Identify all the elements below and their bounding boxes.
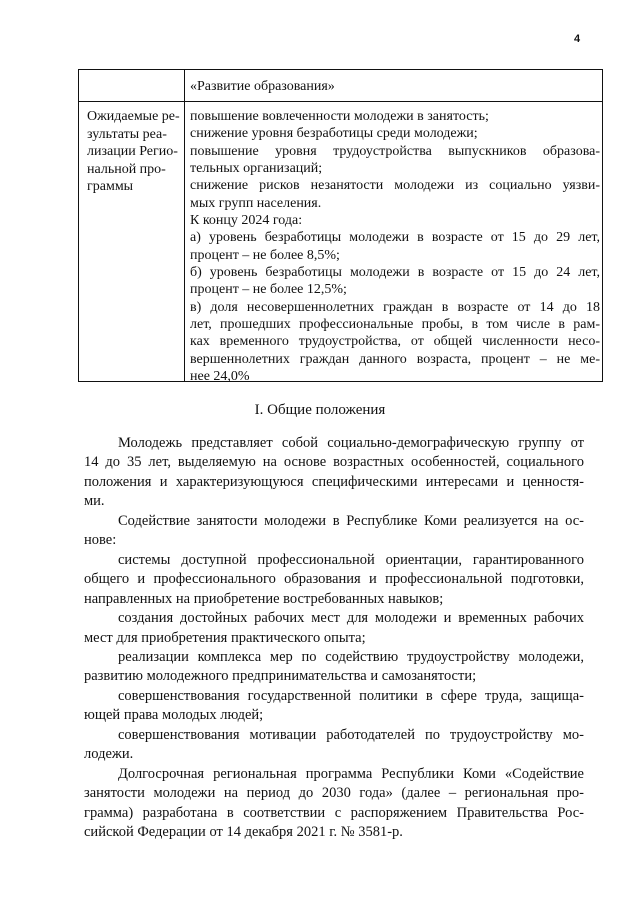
text-line: Ожидаемые ре- [87, 109, 180, 124]
text-line: нове: [84, 532, 117, 549]
text-line: создания достойных рабочих мест для молодежи и временных рабочих [118, 610, 584, 627]
text-line: сийской Федерации от 14 декабря 2021 г. № 3581-р. [84, 824, 403, 841]
text-line: Содействие занятости молодежи в Республике Коми реализуется на ос- [118, 512, 584, 529]
text-line: б) уровень безработицы молодежи в возрасте от 15 до 24 лет, [190, 265, 600, 281]
text-line: снижение уровня безработицы среди молодежи; [190, 126, 478, 142]
text-line: Молодежь представляет собой социально-демографическую группу от [118, 435, 584, 451]
table-cell-expected-results-label [87, 108, 179, 196]
page-number: 4 [574, 33, 581, 45]
text-line: системы доступной профессиональной ориентации, гарантированного [118, 551, 584, 568]
section-heading: I. Общие положения [254, 402, 386, 418]
text-line: К концу 2024 года: [190, 213, 303, 229]
text-line: мых групп населения. [190, 195, 322, 211]
table-column-divider [184, 70, 185, 381]
text-line: направленных на приобретение востребованных навыков; [84, 590, 444, 607]
table-cell-program-name: «Развитие образования» [190, 79, 335, 94]
table-row-divider [79, 101, 602, 102]
text-line: зультаты реа- [87, 126, 167, 142]
text-line: снижение рисков незанятости молодежи из социально уязви- [190, 178, 600, 194]
text-line: лизации Регио- [87, 144, 178, 160]
program-table [78, 69, 603, 385]
text-line: лет, прошедших профессиональные пробы, в том числе в рам- [190, 317, 600, 333]
text-line: 14 до 35 лет, выделяемую на основе возрастных особенностей, социального [84, 454, 584, 471]
text-line: нее 24,0% [190, 369, 250, 385]
text-line: ках временного трудоустройства, от общей численности несо- [190, 334, 600, 350]
text-line: положения и характеризующуюся специфическими интересами и ценностя- [84, 473, 584, 490]
text-line: ющей права молодых людей; [84, 707, 264, 724]
text-line: мест для приобретения практического опыта; [84, 629, 366, 646]
text-line: ми. [84, 493, 105, 510]
text-line: реализации комплекса мер по содействию трудоустройству молодежи, [118, 648, 584, 665]
text-line: а) уровень безработицы молодежи в возрасте от 15 до 29 лет, [190, 230, 600, 246]
text-line: процент – не более 12,5%; [190, 282, 347, 298]
table-cell-expected-results [190, 108, 600, 386]
body-text [84, 434, 584, 843]
text-line: вершеннолетних граждан данного возраста, процент – не ме- [190, 351, 600, 367]
text-line: повышение уровня трудоустройства выпускников образова- [190, 143, 600, 159]
text-line: граммы [87, 179, 134, 195]
text-line: общего и профессионального образования и профессиональной подготовки, [84, 571, 584, 588]
text-line: развитию молодежного предпринимательства и самозанятости; [84, 668, 477, 685]
text-line: совершенствования государственной политики в сфере труда, защища- [118, 687, 584, 704]
text-line: Долгосрочная региональная программа Республики Коми «Содействие [118, 765, 584, 782]
text-line: нальной про- [87, 161, 166, 177]
text-line: лодежи. [84, 746, 134, 763]
text-line: грамма) разработана в соответствии с распоряжением Правительства Рос- [84, 804, 584, 821]
text-line: тельных организаций; [190, 161, 323, 177]
text-line: повышение вовлеченности молодежи в занятость; [190, 109, 489, 124]
text-line: занятости молодежи на период до 2030 года» (далее – региональная про- [84, 785, 584, 802]
text-line: совершенствования мотивации работодателей по трудоустройству мо- [118, 726, 584, 743]
text-line: процент – не более 8,5%; [190, 247, 340, 263]
text-line: в) доля несовершеннолетних граждан в возрасте от 14 до 18 [190, 299, 600, 315]
